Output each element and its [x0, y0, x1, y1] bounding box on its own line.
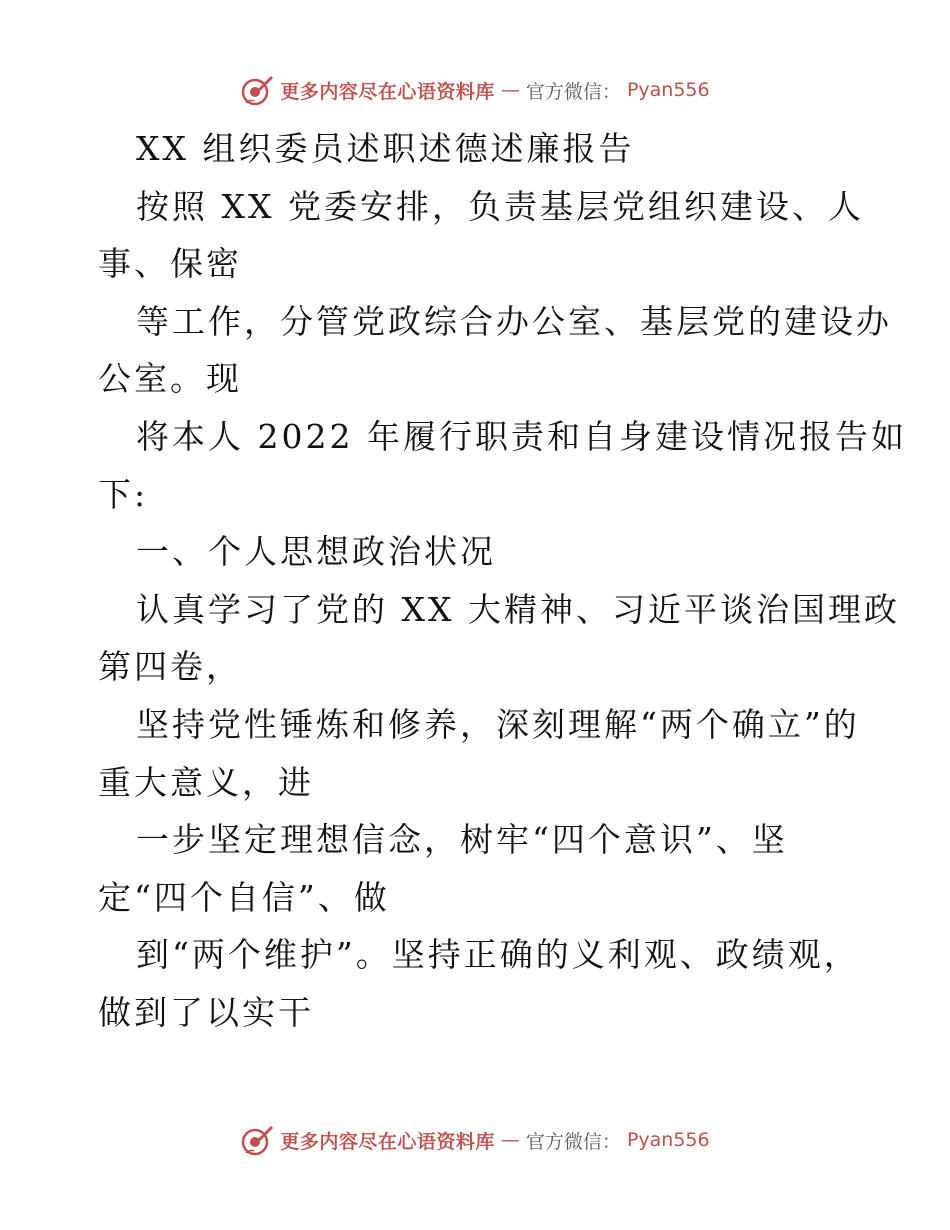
paragraph-line: 认真学习了党的 XX 大精神、习近平谈治国理政: [136, 589, 900, 629]
watermark-sub-text: 官方微信：: [525, 80, 621, 103]
paragraph-line: 重大意义，进: [98, 762, 314, 802]
document-body: [98, 120, 907, 1042]
paragraph-line: 下:: [98, 474, 149, 514]
watermark-dash: —: [500, 1129, 520, 1151]
watermark-wechat-id: Pyan556: [626, 1129, 710, 1151]
paragraph-line: 坚持党性锤炼和修养，深刻理解“两个确立”的: [136, 704, 860, 744]
paragraph-line: 做到了以实干: [98, 992, 314, 1032]
watermark-main-text: 更多内容尽在心语资料库: [280, 80, 495, 103]
watermark-dash: —: [500, 79, 520, 101]
paragraph-line: 一步坚定理想信念，树牢“四个意识”、坚: [136, 820, 788, 860]
pen-logo-icon: [240, 1123, 274, 1157]
paragraph-line: 按照 XX 党委安排，负责基层党组织建设、人: [136, 186, 864, 226]
watermark-wechat-id: Pyan556: [626, 79, 710, 101]
pen-logo-icon: [240, 73, 274, 107]
paragraph-line: 等工作，分管党政综合办公室、基层党的建设办: [136, 301, 892, 341]
paragraph-line: 第四卷，: [98, 647, 242, 687]
paragraph-line: 将本人 2022 年履行职责和自身建设情况报告如: [136, 416, 907, 456]
document-title: XX 组织委员述职述德述廉报告: [136, 129, 635, 168]
section-heading: 一、个人思想政治状况: [136, 532, 496, 572]
paragraph-line: 事、保密: [98, 244, 242, 284]
watermark-main-text: 更多内容尽在心语资料库: [280, 1130, 495, 1153]
footer-watermark: [0, 1120, 950, 1160]
paragraph-line: 到“两个维护”。坚持正确的义利观、政绩观，: [136, 935, 860, 975]
watermark-sub-text: 官方微信：: [525, 1130, 621, 1153]
paragraph-line: 公室。现: [98, 359, 242, 399]
header-watermark: [0, 70, 950, 110]
paragraph-line: 定“四个自信”、做: [98, 877, 390, 917]
